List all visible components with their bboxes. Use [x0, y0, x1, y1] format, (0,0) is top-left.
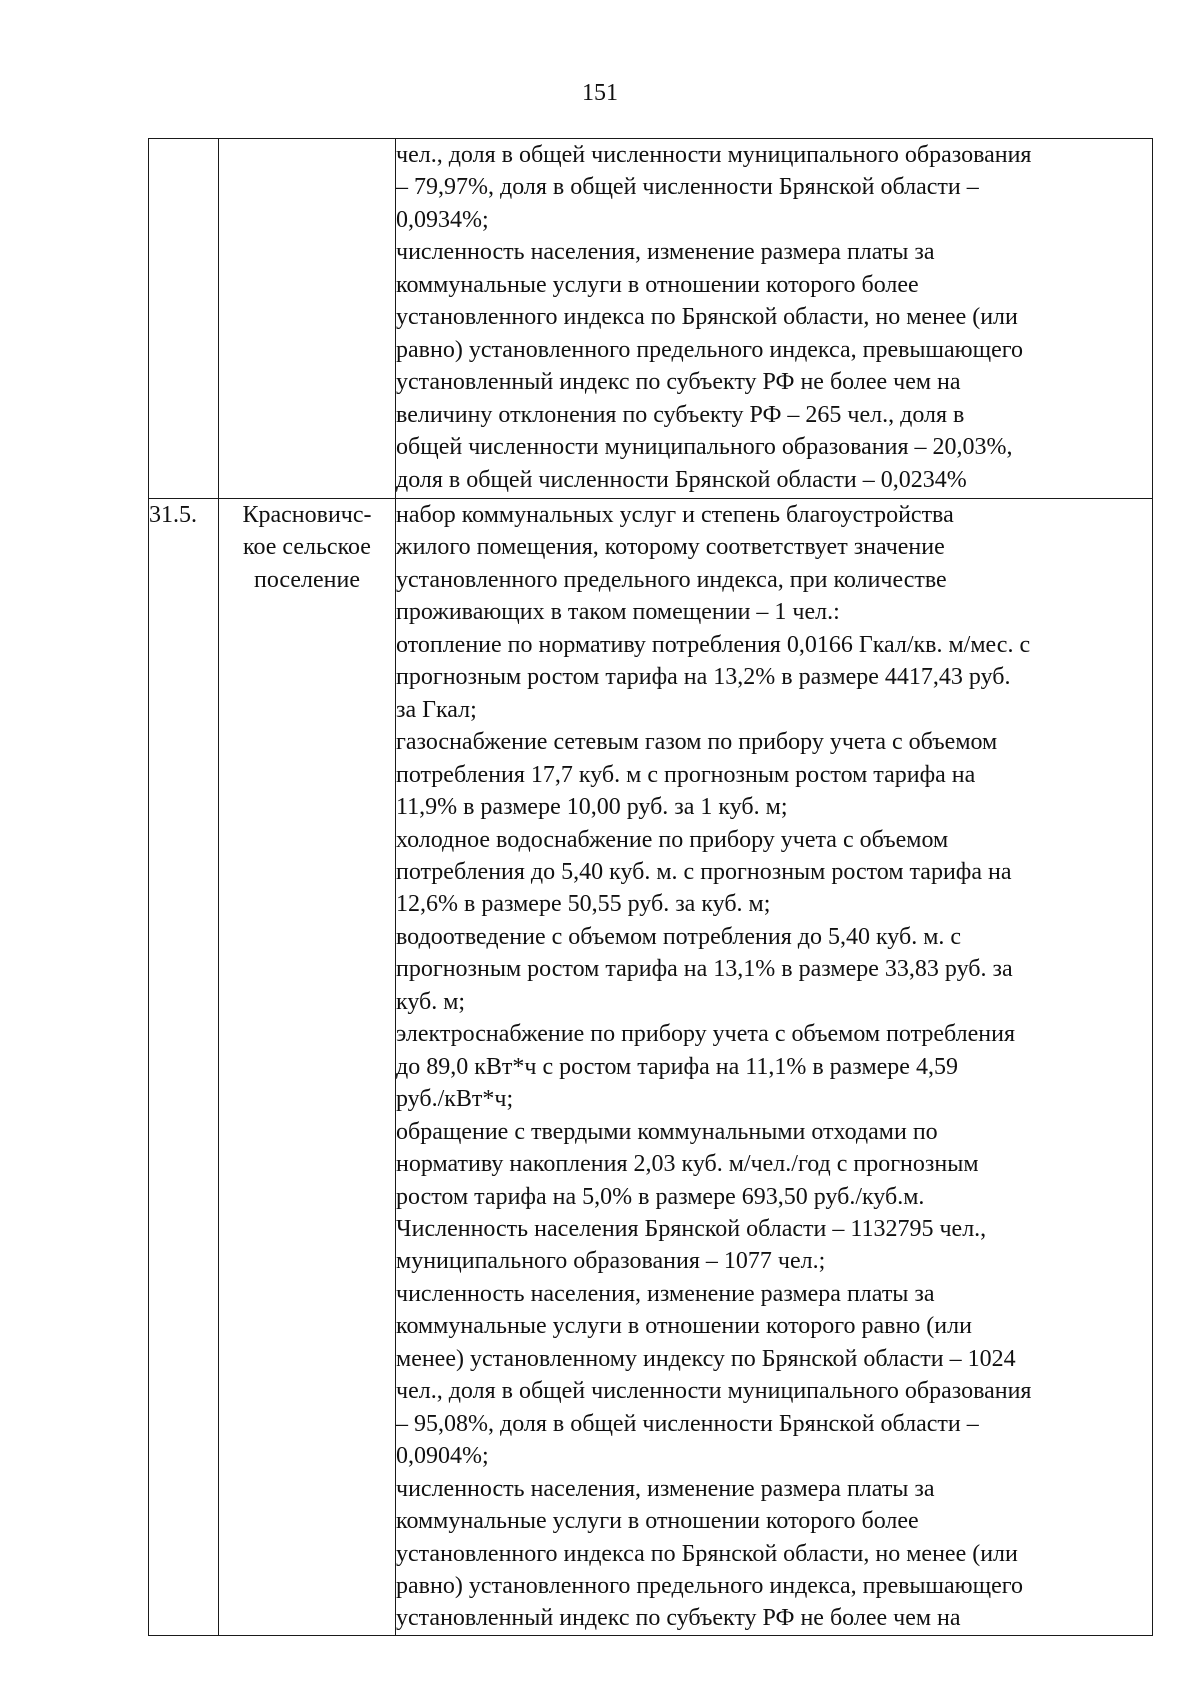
- text-line: муниципального образования – 1077 чел.;: [396, 1248, 826, 1275]
- text-line: набор коммунальных услуг и степень благоустройства: [396, 502, 954, 528]
- text-line: жилого помещения, которому соответствует значение: [396, 534, 945, 561]
- text-line: 0,0904%;: [396, 1443, 489, 1470]
- municipality-name-cell: [219, 499, 396, 1636]
- municipality-name-cell: [219, 139, 396, 499]
- text-line: коммунальные услуги в отношении которого более: [396, 271, 919, 298]
- text-line: холодное водоснабжение по прибору учета с объемом: [396, 826, 949, 853]
- text-line: 12,6% в размере 50,55 руб. за куб. м;: [396, 891, 771, 918]
- row-number-cell: 31.5.: [149, 499, 219, 1636]
- text-line: установленного предельного индекса, при количестве: [396, 566, 947, 593]
- table-row: [149, 139, 1153, 499]
- text-line: обращение с твердыми коммунальными отходами по: [396, 1118, 938, 1145]
- municipality-name-line: кое сельское: [243, 534, 371, 561]
- municipality-name-line: Красновичс-: [242, 502, 372, 528]
- text-line: руб./кВт*ч;: [396, 1086, 514, 1113]
- text-line: чел., доля в общей численности муниципального образования: [396, 1378, 1032, 1405]
- text-line: прогнозным ростом тарифа на 13,1% в размере 33,83 руб. за: [396, 956, 1013, 983]
- text-line: потребления до 5,40 куб. м. с прогнозным ростом тарифа на: [396, 858, 1012, 885]
- text-line: менее) установленному индексу по Брянской области – 1024: [396, 1345, 1016, 1372]
- municipal-index-table: [148, 138, 1153, 1636]
- text-line: общей численности муниципального образования – 20,03%,: [396, 434, 1013, 461]
- text-line: потребления 17,7 куб. м с прогнозным ростом тарифа на: [396, 761, 976, 788]
- text-line: установленный индекс по субъекту РФ не более чем на: [396, 1605, 961, 1632]
- text-line: ростом тарифа на 5,0% в размере 693,50 руб./куб.м.: [396, 1183, 925, 1210]
- text-line: численность населения, изменение размера платы за: [396, 1475, 935, 1502]
- text-line: установленного индекса по Брянской области, но менее (или: [396, 1540, 1018, 1567]
- description-cell: [396, 499, 1153, 1636]
- text-line: чел., доля в общей численности муниципального образования: [396, 142, 1032, 168]
- text-line: коммунальные услуги в отношении которого более: [396, 1508, 919, 1535]
- text-line: установленного индекса по Брянской области, но менее (или: [396, 304, 1018, 331]
- text-line: равно) установленного предельного индекса, превышающего: [396, 336, 1023, 363]
- text-line: отопление по нормативу потребления 0,0166 Гкал/кв. м/мес. с: [396, 631, 1031, 658]
- text-line: численность населения, изменение размера платы за: [396, 239, 935, 266]
- text-line: – 95,08%, доля в общей численности Брянской области –: [396, 1410, 979, 1437]
- table-row: [149, 499, 1153, 1636]
- text-line: куб. м;: [396, 988, 466, 1015]
- page-number: 151: [582, 80, 618, 106]
- text-line: 0,0934%;: [396, 206, 489, 233]
- text-line: Численность населения Брянской области – 1132795 чел.,: [396, 1215, 987, 1242]
- text-line: проживающих в таком помещении – 1 чел.:: [396, 599, 840, 626]
- text-line: равно) установленного предельного индекса, превышающего: [396, 1572, 1023, 1599]
- text-line: установленный индекс по субъекту РФ не более чем на: [396, 369, 961, 396]
- text-line: до 89,0 кВт*ч с ростом тарифа на 11,1% в размере 4,59: [396, 1053, 958, 1080]
- text-line: нормативу накопления 2,03 куб. м/чел./год с прогнозным: [396, 1151, 979, 1178]
- text-line: 11,9% в размере 10,00 руб. за 1 куб. м;: [396, 794, 788, 821]
- description-cell: [396, 139, 1153, 499]
- text-line: электроснабжение по прибору учета с объемом потребления: [396, 1021, 1015, 1048]
- text-line: водоотведение с объемом потребления до 5,40 куб. м. с: [396, 923, 962, 950]
- text-line: прогнозным ростом тарифа на 13,2% в размере 4417,43 руб.: [396, 664, 1011, 691]
- text-line: коммунальные услуги в отношении которого равно (или: [396, 1313, 972, 1340]
- text-line: за Гкал;: [396, 696, 477, 723]
- text-line: – 79,97%, доля в общей численности Брянской области –: [396, 174, 979, 201]
- row-number-cell: [149, 139, 219, 499]
- municipality-name-line: поселение: [253, 566, 360, 593]
- text-line: доля в общей численности Брянской области – 0,0234%: [396, 466, 967, 493]
- text-line: газоснабжение сетевым газом по прибору учета с объемом: [396, 729, 998, 756]
- text-line: численность населения, изменение размера платы за: [396, 1280, 935, 1307]
- text-line: величину отклонения по субъекту РФ – 265 чел., доля в: [396, 401, 965, 428]
